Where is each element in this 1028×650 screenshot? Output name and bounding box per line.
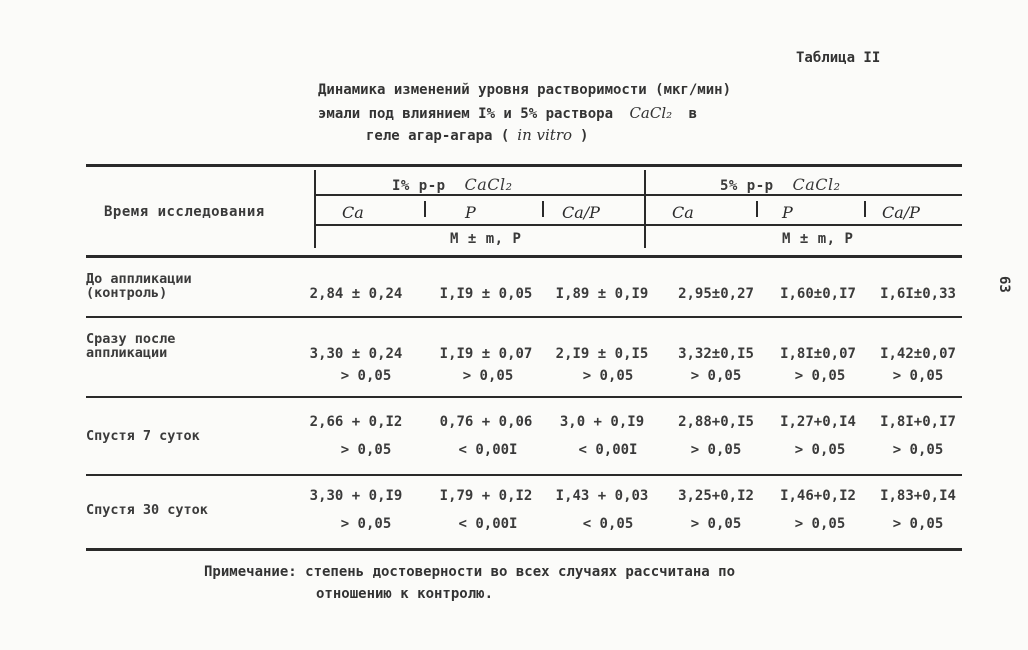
group-header-5pct <box>720 175 841 194</box>
r3-p-value-5: > 0,05 <box>794 442 846 458</box>
r3-ca-5pct: 2,88+0,I5 <box>678 414 754 430</box>
title-line3-text: геле агар-агара ( <box>366 128 510 144</box>
row2-label-line2: аппликации <box>86 345 168 361</box>
subcol-p-1: P <box>465 203 476 222</box>
r4-p-value-4: > 0,05 <box>690 516 742 532</box>
r1-ca-1pct: 2,84 ± 0,24 <box>309 286 403 302</box>
table-bottom-rule <box>86 548 962 551</box>
r3-p-value-6: > 0,05 <box>892 442 944 458</box>
group-rule <box>314 194 962 196</box>
row2-label-line1: Сразу после <box>86 331 176 347</box>
row-rule-3 <box>86 474 962 476</box>
title-line2-end: в <box>688 106 698 122</box>
r2-p-value-5: > 0,05 <box>794 368 846 384</box>
r4-p-value-2: < 0,00I <box>458 516 518 532</box>
group1-prefix: I% р-р <box>392 178 446 194</box>
r1-cap-5pct: I,6I±0,33 <box>880 286 956 302</box>
r4-ca-1pct: 3,30 + 0,I9 <box>309 488 403 504</box>
subcol-p-2: P <box>782 203 793 222</box>
r2-p-value-3: > 0,05 <box>582 368 634 384</box>
r3-p-value-2: < 0,00I <box>458 442 518 458</box>
row-label-baseline <box>86 272 192 300</box>
r2-p-value-2: > 0,05 <box>462 368 514 384</box>
table-top-rule <box>86 164 962 167</box>
subcol-ca-2: Ca <box>672 203 694 222</box>
row1-label-line2: (контроль) <box>86 285 168 301</box>
r4-p-value-1: > 0,05 <box>340 516 392 532</box>
subcol-ca-p-1: Ca/P <box>562 203 600 222</box>
r3-p-value-4: > 0,05 <box>690 442 742 458</box>
row-rule-1 <box>86 316 962 318</box>
r2-cap-5pct: I,42±0,07 <box>880 346 956 362</box>
header-divider-mid <box>644 170 646 248</box>
r3-p-value-3: < 0,00I <box>578 442 638 458</box>
r3-cap-5pct: I,8I+0,I7 <box>880 414 956 430</box>
r1-p-5pct: I,60±0,I7 <box>780 286 856 302</box>
row-rule-2 <box>86 396 962 398</box>
r2-p-5pct: I,8I±0,07 <box>780 346 856 362</box>
r4-p-5pct: I,46+0,I2 <box>780 488 856 504</box>
r2-p-value-6: > 0,05 <box>892 368 944 384</box>
r3-p-value-1: > 0,05 <box>340 442 392 458</box>
title-line2-text: эмали под влиянием I% и 5% раствора <box>318 106 614 122</box>
stat-header-2: М ± m, P <box>782 231 854 247</box>
group-header-1pct <box>392 175 513 194</box>
table-note-line2: отношению к контролю. <box>316 586 494 602</box>
r2-p-1pct: I,I9 ± 0,07 <box>439 346 533 362</box>
header-divider-left <box>314 170 316 248</box>
title-formula: CaCl₂ <box>629 104 673 122</box>
header-bottom-rule <box>86 255 962 258</box>
r2-cap-1pct: 2,I9 ± 0,I5 <box>555 346 649 362</box>
r4-ca-5pct: 3,25+0,I2 <box>678 488 754 504</box>
r2-ca-1pct: 3,30 ± 0,24 <box>309 346 403 362</box>
group1-formula: CaCl₂ <box>464 175 513 194</box>
r4-p-value-5: > 0,05 <box>794 516 846 532</box>
row-label-30-days: Спустя 30 суток <box>86 502 208 518</box>
subcol-divider-2 <box>542 201 544 217</box>
r2-p-value-4: > 0,05 <box>690 368 742 384</box>
table-number-label: Таблица II <box>796 50 881 66</box>
r3-p-5pct: I,27+0,I4 <box>780 414 856 430</box>
table-title-line1: Динамика изменений уровня растворимости (мкг/мин) <box>318 82 732 98</box>
row-label-7-days: Спустя 7 суток <box>86 428 200 444</box>
r1-p-1pct: I,I9 ± 0,05 <box>439 286 533 302</box>
page-number: 63 <box>996 276 1012 293</box>
r4-p-value-6: > 0,05 <box>892 516 944 532</box>
r2-p-value-1: > 0,05 <box>340 368 392 384</box>
subcol-ca-1: Ca <box>342 203 364 222</box>
row1-label-line1: До аппликации <box>86 271 192 287</box>
r3-cap-1pct: 3,0 + 0,I9 <box>559 414 645 430</box>
table-note-line1: Примечание: степень достоверности во всех случаях рассчитана по <box>204 564 736 580</box>
subcol-divider-3 <box>756 201 758 217</box>
group2-prefix: 5% р-р <box>720 178 774 194</box>
subheader-rule <box>314 224 962 226</box>
subcol-divider-4 <box>864 201 866 217</box>
table-title-line3 <box>366 126 588 144</box>
r2-ca-5pct: 3,32±0,I5 <box>678 346 754 362</box>
r4-cap-1pct: I,43 + 0,03 <box>555 488 649 504</box>
r1-ca-5pct: 2,95±0,27 <box>678 286 754 302</box>
group2-formula: CaCl₂ <box>792 175 841 194</box>
r4-p-1pct: I,79 + 0,I2 <box>439 488 533 504</box>
subcol-ca-p-2: Ca/P <box>882 203 920 222</box>
stat-header-1: М ± m, P <box>450 231 522 247</box>
r1-cap-1pct: I,89 ± 0,I9 <box>555 286 649 302</box>
row-header-label: Время исследования <box>104 204 265 220</box>
table-title-line2 <box>318 104 697 122</box>
r4-p-value-3: < 0,05 <box>582 516 634 532</box>
r3-ca-1pct: 2,66 + 0,I2 <box>309 414 403 430</box>
title-in-vitro: in vitro <box>517 126 573 144</box>
title-line3-end: ) <box>580 128 589 144</box>
subcol-divider-1 <box>424 201 426 217</box>
row-label-immediately <box>86 332 175 360</box>
r3-p-1pct: 0,76 + 0,06 <box>439 414 533 430</box>
r4-cap-5pct: I,83+0,I4 <box>880 488 956 504</box>
